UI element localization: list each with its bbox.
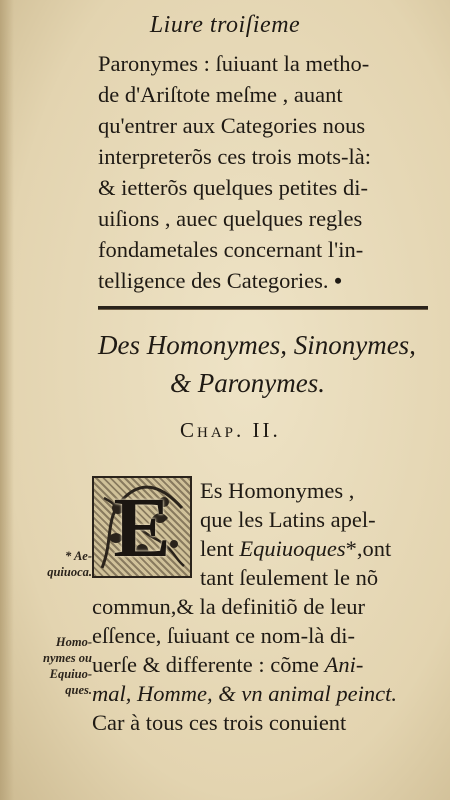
page-gutter-shadow — [0, 0, 14, 800]
body-line: qu'entrer aux Categories nous — [98, 113, 366, 138]
margin-note-line: ques. — [65, 683, 92, 697]
decorated-drop-initial — [92, 476, 192, 578]
chapter-line-part: *,ont — [345, 536, 392, 561]
chapter-line-part: lent — [200, 536, 240, 561]
chapter-line-italic: Equiuoques — [239, 536, 346, 561]
chapter-line: commun,& la definitiõ de leur — [92, 594, 366, 619]
body-line: uiſions , auec quelques regles — [98, 206, 363, 231]
body-line: Paronymes : ſuiuant la metho- — [98, 51, 370, 76]
chapter-line: Es Homonymes , — [200, 478, 355, 503]
chapter-line: eſſence, ſuiuant ce nom-là di- — [92, 623, 356, 648]
chapter-line: Car à tous ces trois conuient — [92, 710, 347, 735]
running-head: Liure troiſieme — [149, 12, 301, 38]
margin-note-line: Homo- — [55, 635, 92, 649]
body-line — [98, 265, 428, 296]
body-line: de d'Ariſtote meſme , auant — [98, 82, 343, 107]
body-paragraph — [98, 48, 428, 296]
body-line: fondametales concernant l'in- — [98, 237, 364, 262]
end-mark: • — [334, 268, 343, 293]
drop-initial-letter: E — [113, 479, 171, 575]
chapter-line — [92, 650, 428, 679]
chapter-line-part: uerſe & differente : cõme — [92, 652, 325, 677]
body-line-text: telligence des Categories. — [98, 268, 329, 293]
chapter-heading: Chap. II. — [180, 418, 281, 442]
section-title — [98, 326, 428, 402]
section-title-line1: Des Homonymes, Sinonymes, — [98, 330, 416, 360]
margin-note-aequiuoca — [36, 548, 92, 580]
margin-note-homonymes — [36, 634, 92, 698]
margin-note-line: quiuoca. — [47, 565, 92, 579]
margin-note-line: * Ae- — [65, 549, 92, 563]
chapter-line: tant ſeulement le nõ — [200, 565, 379, 590]
chapter-line: que les Latins apel- — [200, 507, 376, 532]
section-title-line2: & Paronymes. — [170, 368, 325, 398]
chapter-line: mal, Homme, & vn animal peinct. — [92, 681, 397, 706]
chapter-line-italic: Ani- — [324, 652, 364, 677]
margin-note-line: nymes ou — [43, 651, 92, 665]
body-line: & ietterõs quelques petites di- — [98, 175, 368, 200]
body-line: interpreterõs ces trois mots-là: — [98, 144, 372, 169]
section-divider-rule — [98, 306, 428, 309]
margin-note-line: Equiuo- — [49, 667, 92, 681]
